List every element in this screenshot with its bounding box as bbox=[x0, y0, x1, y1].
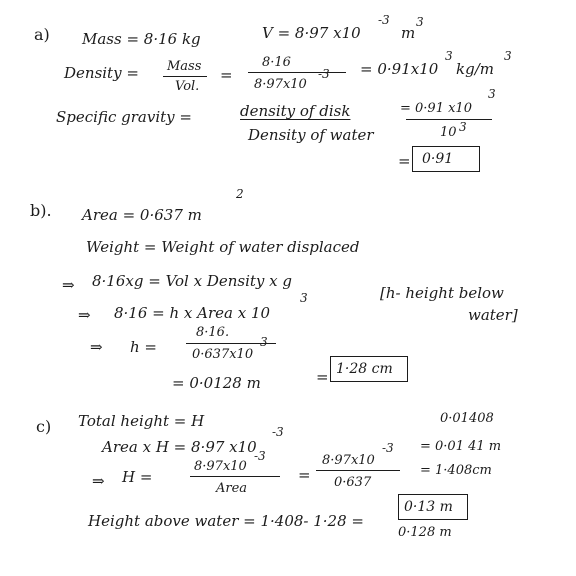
note-line-2: water] bbox=[468, 306, 518, 324]
volume-unit-exponent: 3 bbox=[416, 15, 424, 29]
equals-sign: = bbox=[220, 66, 233, 84]
note-line-1: [h- height below bbox=[380, 284, 504, 302]
H-denominator: Area bbox=[216, 481, 248, 496]
H-result-3: = 1·408cm bbox=[420, 463, 492, 478]
weight-statement: Weight = Weight of water displaced bbox=[86, 238, 360, 256]
density-value-denominator-exponent: -3 bbox=[318, 67, 330, 81]
density-result-unit: kg/m bbox=[456, 60, 494, 78]
density-fraction-denominator: Vol. bbox=[175, 79, 200, 94]
weight-equation: 8·16xg = Vol x Density x g bbox=[92, 272, 293, 290]
H-numerator-2-exponent: -3 bbox=[382, 441, 394, 455]
above-answer: 0·13 m bbox=[404, 499, 453, 515]
sg-numerator: density of disk bbox=[240, 102, 351, 120]
area-times-h-exponent: -3 bbox=[272, 425, 284, 439]
density-label: Density = bbox=[64, 64, 139, 82]
volume-exponent: -3 bbox=[378, 13, 390, 27]
density-value-bar bbox=[248, 72, 346, 73]
H-result-1: 0·01408 bbox=[440, 411, 494, 426]
sg-equals: = bbox=[398, 152, 411, 170]
area-times-h: Area x H = 8·97 x10 bbox=[102, 438, 257, 456]
sg-value-bar bbox=[406, 119, 492, 120]
implies-arrow-2: ⇒ bbox=[78, 306, 91, 324]
density-fraction-numerator: Mass bbox=[167, 59, 202, 74]
H-equals-mid: = bbox=[298, 466, 311, 484]
density-result: = 0·91x10 bbox=[360, 60, 439, 78]
density-result-exponent: 3 bbox=[445, 49, 453, 63]
H-numerator-exponent: -3 bbox=[254, 449, 266, 463]
total-height-def: Total height = H bbox=[78, 412, 205, 430]
area-given: Area = 0·637 m bbox=[82, 206, 202, 224]
density-value-denominator: 8·97x10 bbox=[254, 77, 307, 92]
height-equation-exponent: 3 bbox=[300, 291, 308, 305]
height-above-water-eq: Height above water = 1·408- 1·28 = bbox=[88, 512, 364, 530]
h-denominator: 0·637x10 bbox=[192, 347, 254, 362]
H-fraction-bar-2 bbox=[316, 470, 400, 471]
H-result-2: = 0·01 41 m bbox=[420, 439, 502, 454]
H-lhs: H = bbox=[122, 468, 153, 486]
h-result: = 0·0128 m bbox=[172, 374, 261, 392]
sg-value-numerator: = 0·91 x10 bbox=[400, 101, 472, 116]
density-result-unit-exponent: 3 bbox=[504, 49, 512, 63]
sg-answer: 0·91 bbox=[422, 151, 454, 167]
implies-arrow-3: ⇒ bbox=[90, 338, 103, 356]
volume-given: V = 8·97 x10 bbox=[262, 24, 361, 42]
density-fraction-bar bbox=[163, 76, 207, 77]
h-equals: = bbox=[316, 368, 329, 386]
H-numerator: 8·97x10 bbox=[194, 459, 247, 474]
sg-value-denominator: 10 bbox=[440, 125, 457, 140]
height-equation: 8·16 = h x Area x 10 bbox=[114, 304, 271, 322]
implies-arrow-4: ⇒ bbox=[92, 472, 105, 490]
H-fraction-bar bbox=[190, 476, 280, 477]
density-value-numerator: 8·16 bbox=[262, 55, 291, 70]
h-denominator-exponent: 3 bbox=[260, 335, 268, 349]
H-numerator-2: 8·97x10 bbox=[322, 453, 375, 468]
h-lhs: h = bbox=[130, 338, 157, 356]
part-b-label: b). bbox=[30, 201, 52, 220]
part-a-label: a) bbox=[34, 25, 50, 44]
mass-given: Mass = 8·16 kg bbox=[82, 30, 201, 48]
h-answer: 1·28 cm bbox=[336, 361, 393, 377]
volume-unit: m bbox=[401, 24, 416, 42]
sg-value-numerator-exponent: 3 bbox=[488, 87, 496, 101]
sg-denominator: Density of water bbox=[248, 126, 374, 144]
h-numerator: 8·16. bbox=[196, 325, 230, 340]
area-exponent: 2 bbox=[236, 187, 244, 201]
H-denominator-2: 0·637 bbox=[334, 475, 372, 490]
below-water-value: 0·128 m bbox=[398, 525, 452, 540]
sg-value-denominator-exponent: 3 bbox=[459, 120, 467, 134]
specific-gravity-label: Specific gravity = bbox=[56, 108, 192, 126]
part-c-label: c) bbox=[36, 417, 52, 436]
implies-arrow-1: ⇒ bbox=[62, 276, 75, 294]
